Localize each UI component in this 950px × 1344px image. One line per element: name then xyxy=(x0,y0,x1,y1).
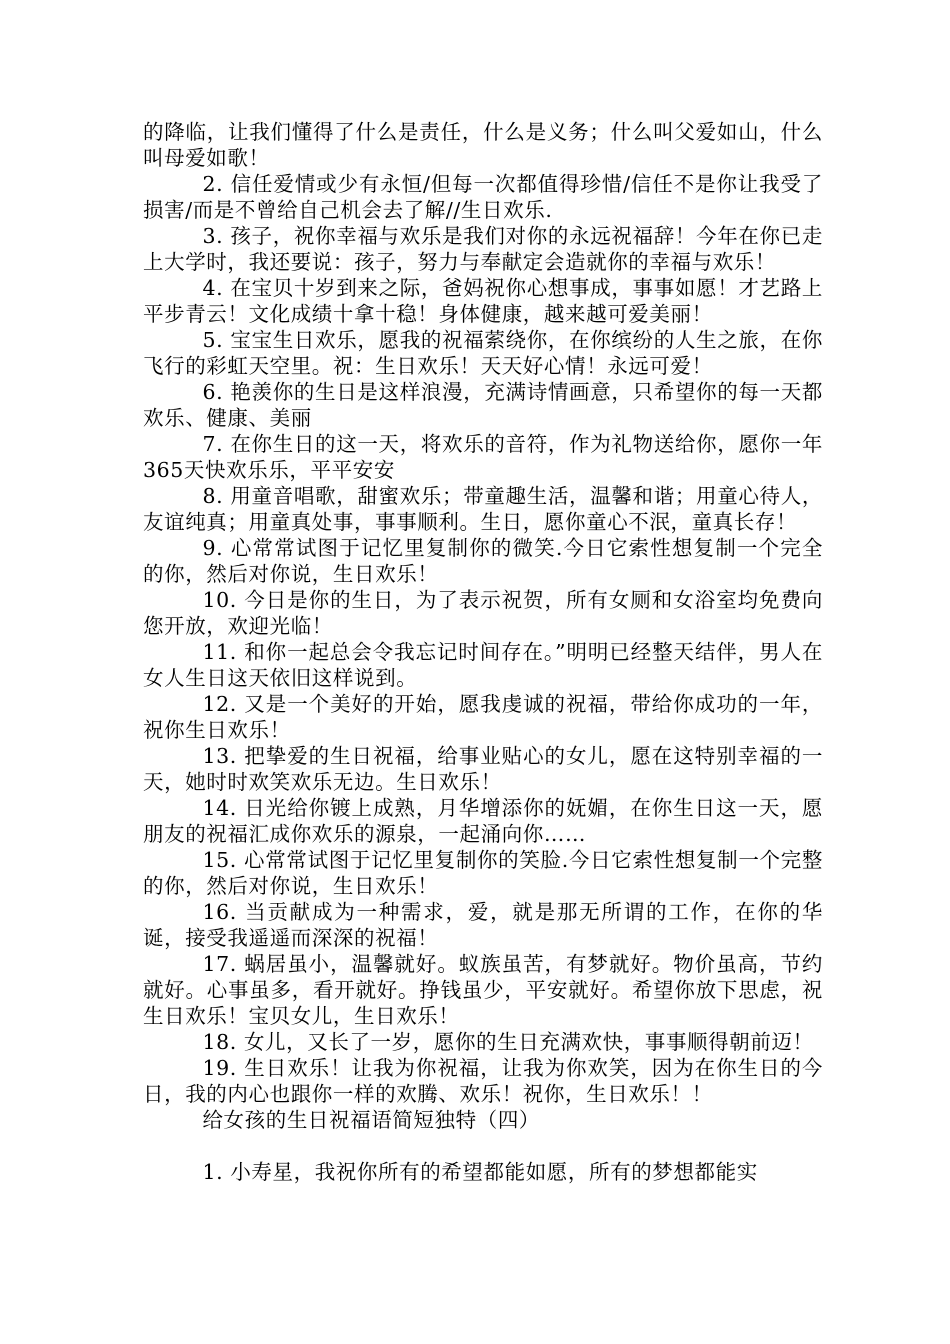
list-item-5: 5. 宝宝生日欢乐，愿我的祝福萦绕你，在你缤纷的人生之旅，在你飞行的彩虹天空里。祝：生日欢乐！天天好心情！永远可爱！ xyxy=(143,328,823,378)
document-body xyxy=(143,119,823,1185)
list-item-11: 11. 和你一起总会令我忘记时间存在。”明明已经整天结伴，男人在女人生日这天依旧这样说到。 xyxy=(143,640,823,690)
list-item-12: 12. 又是一个美好的开始，愿我虔诚的祝福，带给你成功的一年，祝你生日欢乐！ xyxy=(143,692,823,742)
list-item-9: 9. 心常常试图于记忆里复制你的微笑.今日它索性想复制一个完全的你，然后对你说，生日欢乐！ xyxy=(143,536,823,586)
list-item-18: 18. 女儿，又长了一岁，愿你的生日充满欢快，事事顺得朝前迈！ xyxy=(202,1030,814,1054)
list-item-13: 13. 把挚爱的生日祝福，给事业贴心的女儿，愿在这特别幸福的一天，她时时欢笑欢乐无边。生日欢乐！ xyxy=(143,744,823,794)
list-item-16: 16. 当贡献成为一种需求，爱，就是那无所谓的工作，在你的华诞，接受我遥遥而深深的祝福！ xyxy=(143,900,823,950)
list-item-4: 4. 在宝贝十岁到来之际，爸妈祝你心想事成，事事如愿！才艺路上平步青云！文化成绩十拿十稳！身体健康，越来越可爱美丽！ xyxy=(143,276,823,326)
paragraph-continued: 的降临，让我们懂得了什么是责任，什么是义务；什么叫父爱如山，什么叫母爱如歌！ xyxy=(143,120,823,170)
list-item-1: 1. 小寿星，我祝你所有的希望都能如愿，所有的梦想都能实 xyxy=(202,1160,758,1184)
list-item-19: 19. 生日欢乐！让我为你祝福，让我为你欢笑，因为在你生日的今日，我的内心也跟你一样的欢腾、欢乐！祝你，生日欢乐！！ xyxy=(143,1056,823,1106)
list-item-14: 14. 日光给你镀上成熟，月华增添你的妩媚，在你生日这一天，愿朋友的祝福汇成你欢乐的源泉，一起涌向你…… xyxy=(143,796,823,846)
blank-line xyxy=(143,1133,823,1159)
list-item-6: 6. 艳羡你的生日是这样浪漫，充满诗情画意，只希望你的每一天都欢乐、健康、美丽 xyxy=(143,380,823,430)
list-item-3: 3. 孩子，祝你幸福与欢乐是我们对你的永远祝福辞！今年在你已走上大学时，我还要说：孩子，努力与奉献定会造就你的幸福与欢乐！ xyxy=(143,224,823,274)
list-item-15: 15. 心常常试图于记忆里复制你的笑脸.今日它索性想复制一个完整的你，然后对你说，生日欢乐！ xyxy=(143,848,823,898)
list-item-17: 17. 蜗居虽小，温馨就好。蚁族虽苦，有梦就好。物价虽高，节约就好。心事虽多，看开就好。挣钱虽少，平安就好。希望你放下思虑，祝生日欢乐！宝贝女儿，生日欢乐！ xyxy=(143,952,823,1028)
list-item-2: 2. 信任爱情或少有永恒/但每一次都值得珍惜/信任不是你让我受了损害/而是不曾给自己机会去了解//生日欢乐. xyxy=(143,172,823,222)
list-item-10: 10. 今日是你的生日，为了表示祝贺，所有女厕和女浴室均免费向您开放，欢迎光临！ xyxy=(143,588,823,638)
section-heading: 给女孩的生日祝福语简短独特（四） xyxy=(202,1108,541,1132)
list-item-7: 7. 在你生日的这一天，将欢乐的音符，作为礼物送给你，愿你一年365天快欢乐乐，平平安安 xyxy=(143,432,823,482)
list-item-8: 8. 用童音唱歌，甜蜜欢乐；带童趣生活，温馨和谐；用童心待人，友谊纯真；用童真处事，事事顺利。生日，愿你童心不泯，童真长存！ xyxy=(143,484,823,534)
